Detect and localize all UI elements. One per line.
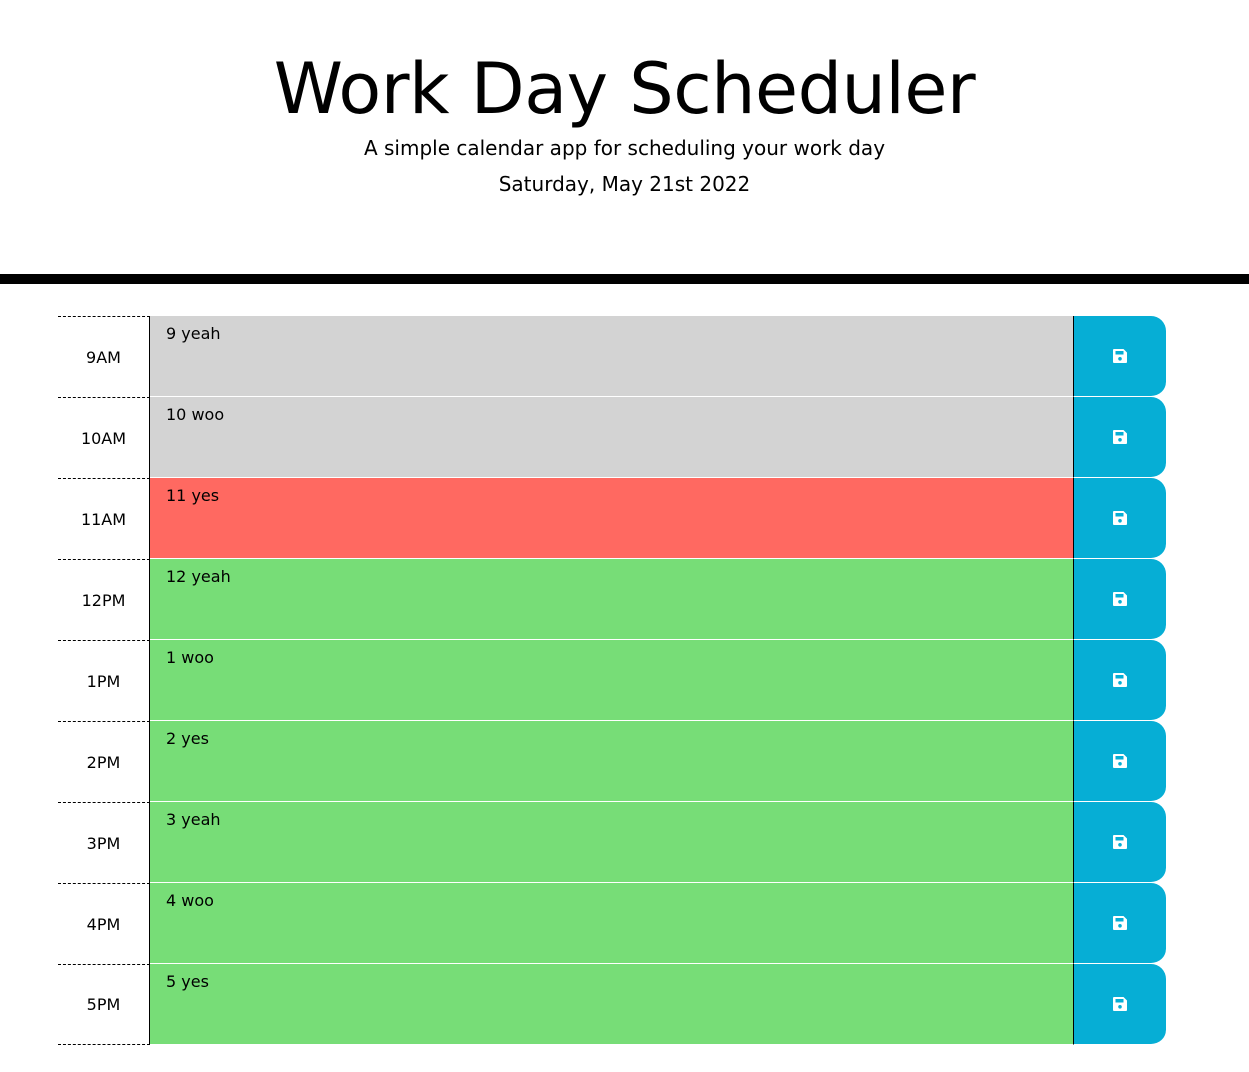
event-description-input[interactable]: 3 yeah [150,802,1073,883]
hour-label: 4PM [58,883,150,964]
save-button[interactable] [1073,883,1166,964]
time-block-row [58,397,1166,478]
event-description-input[interactable]: 11 yes [150,478,1073,559]
save-button[interactable] [1073,316,1166,397]
hour-label: 9AM [58,316,150,397]
schedule-container [58,316,1166,1045]
event-description-input[interactable]: 10 woo [150,397,1073,478]
time-block-row [58,964,1166,1045]
floppy-disk-icon [1112,753,1128,769]
floppy-disk-icon [1112,348,1128,364]
hour-label: 3PM [58,802,150,883]
header [0,0,1249,284]
floppy-disk-icon [1112,834,1128,850]
save-button[interactable] [1073,559,1166,640]
time-block-row [58,316,1166,397]
hour-label: 10AM [58,397,150,478]
save-button[interactable] [1073,964,1166,1045]
page-title: Work Day Scheduler [273,48,976,130]
event-description-input[interactable]: 12 yeah [150,559,1073,640]
save-button[interactable] [1073,721,1166,802]
floppy-disk-icon [1112,591,1128,607]
hour-label: 12PM [58,559,150,640]
time-block-row [58,559,1166,640]
hour-label: 11AM [58,478,150,559]
event-description-input[interactable]: 5 yes [150,964,1073,1045]
time-block-row [58,640,1166,721]
current-date: Saturday, May 21st 2022 [498,172,751,196]
floppy-disk-icon [1112,429,1128,445]
floppy-disk-icon [1112,996,1128,1012]
page-subtitle: A simple calendar app for scheduling your work day [363,136,886,160]
event-description-input[interactable]: 2 yes [150,721,1073,802]
floppy-disk-icon [1112,510,1128,526]
floppy-disk-icon [1112,915,1128,931]
hour-label: 1PM [58,640,150,721]
save-button[interactable] [1073,640,1166,721]
event-description-input[interactable]: 9 yeah [150,316,1073,397]
save-button[interactable] [1073,397,1166,478]
time-block-row [58,883,1166,964]
time-block-row [58,478,1166,559]
time-block-row [58,802,1166,883]
event-description-input[interactable]: 1 woo [150,640,1073,721]
hour-label: 5PM [58,964,150,1045]
event-description-input[interactable]: 4 woo [150,883,1073,964]
save-button[interactable] [1073,802,1166,883]
time-block-row [58,721,1166,802]
floppy-disk-icon [1112,672,1128,688]
hour-label: 2PM [58,721,150,802]
save-button[interactable] [1073,478,1166,559]
